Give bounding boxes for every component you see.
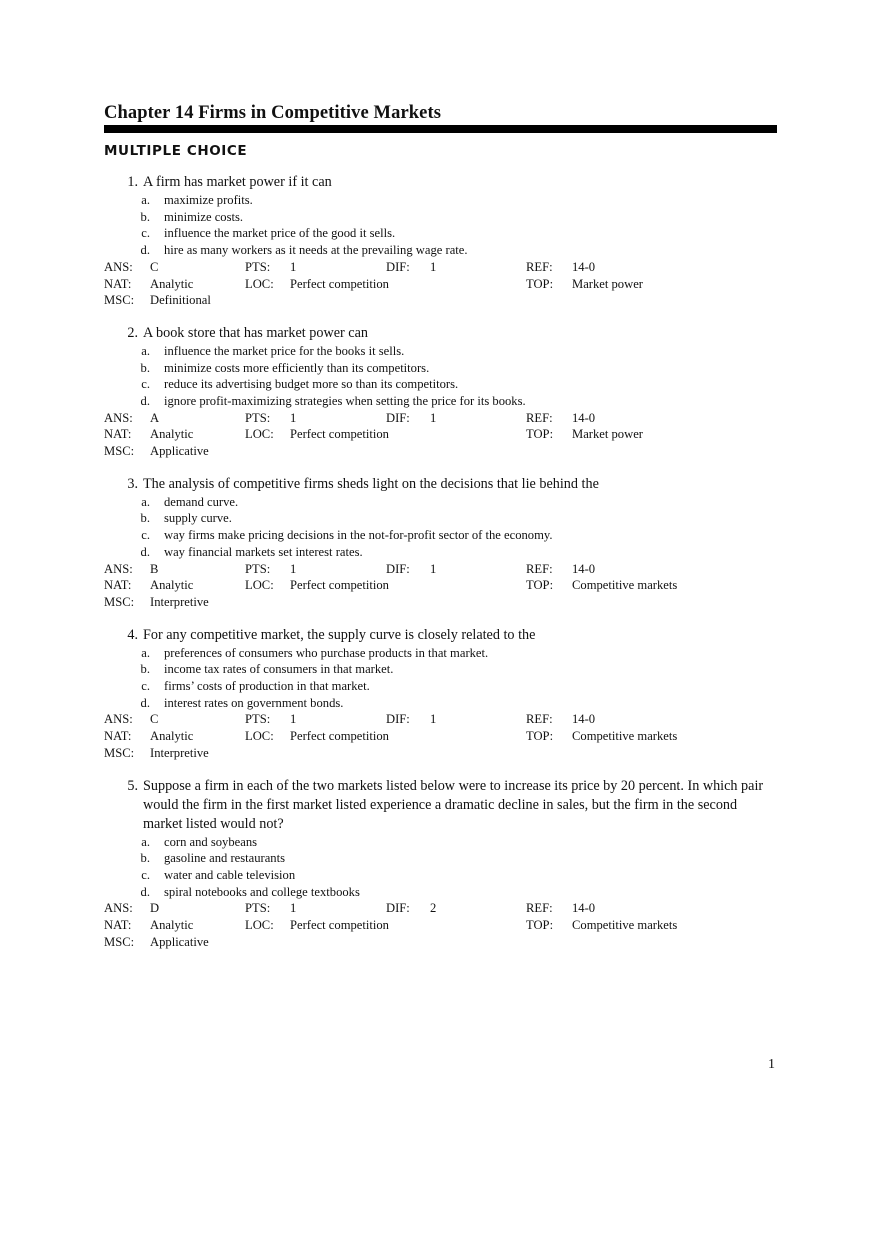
msc-value: Interpretive (150, 594, 209, 609)
option-text: way firms make pricing decisions in the not-for-profit sector of the economy. (164, 528, 553, 543)
msc-meta-row (104, 594, 784, 611)
answer-meta-row (104, 900, 784, 917)
ref-label: REF: (526, 901, 553, 916)
option-b (104, 510, 784, 527)
option-text: interest rates on government bonds. (164, 695, 344, 710)
nat-value: Analytic (150, 427, 194, 442)
top-label: TOP: (526, 918, 554, 932)
question-number: 5. (127, 777, 138, 794)
option-text: minimize costs more efficiently than its competitors. (164, 360, 430, 375)
nat-label: NAT: (104, 729, 132, 744)
title-rule (104, 125, 777, 133)
answer-meta-row (104, 561, 784, 578)
ref-value: 14-0 (572, 712, 596, 727)
option-letter: a. (141, 494, 150, 509)
ans-value: B (150, 561, 159, 576)
option-letter: a. (141, 834, 150, 849)
question-text: Suppose a firm in each of the two markets listed below were to increase its price by 20 percent. In which pair would the firm in the first market listed experience a dramatic decline in sales, but the firm in the second market listed would not? (143, 777, 764, 832)
question-stem (104, 475, 784, 494)
loc-label: LOC: (245, 276, 274, 291)
ref-value: 14-0 (572, 561, 596, 576)
dif-value: 1 (430, 410, 437, 425)
question-1 (104, 173, 784, 309)
option-list (104, 343, 784, 410)
ans-value: D (150, 901, 160, 916)
page-number: 1 (768, 1057, 775, 1072)
ans-label: ANS: (104, 259, 133, 274)
option-list (104, 494, 784, 561)
option-text: gasoline and restaurants (164, 851, 285, 866)
option-text: income tax rates of consumers in that market. (164, 662, 394, 677)
top-value: Market power (572, 276, 643, 291)
msc-value: Interpretive (150, 745, 209, 760)
loc-value: Perfect competition (290, 276, 389, 291)
option-letter: c. (141, 377, 150, 392)
ans-value: A (150, 410, 160, 425)
loc-value: Perfect competition (290, 918, 389, 932)
top-label: TOP: (526, 578, 554, 593)
ans-label: ANS: (104, 901, 133, 916)
msc-label: MSC: (104, 934, 135, 949)
nat-label: NAT: (104, 578, 132, 593)
msc-label: MSC: (104, 444, 135, 459)
nat-value: Analytic (150, 276, 194, 291)
nat-label: NAT: (104, 918, 132, 932)
question-list (104, 173, 784, 965)
loc-label: LOC: (245, 918, 274, 932)
ref-value: 14-0 (572, 410, 596, 425)
option-letter: b. (140, 209, 150, 224)
option-c (104, 376, 784, 393)
ans-label: ANS: (104, 712, 133, 727)
option-a (104, 343, 784, 360)
msc-value: Applicative (150, 444, 209, 459)
option-a (104, 834, 784, 851)
nat-meta-row (104, 577, 784, 594)
section-heading: MULTIPLE CHOICE (104, 143, 248, 159)
option-b (104, 850, 784, 867)
ans-label: ANS: (104, 561, 133, 576)
answer-meta-row (104, 410, 784, 427)
pts-value: 1 (290, 712, 297, 727)
option-letter: a. (141, 645, 150, 660)
option-c (104, 867, 784, 884)
pts-value: 1 (290, 561, 297, 576)
nat-value: Analytic (150, 729, 194, 744)
ref-label: REF: (526, 410, 553, 425)
option-text: influence the market price of the good it sells. (164, 226, 396, 241)
msc-meta-row (104, 934, 784, 951)
question-3 (104, 475, 784, 611)
option-text: water and cable television (164, 867, 296, 882)
question-number: 1. (127, 174, 138, 190)
option-letter: d. (140, 695, 150, 710)
ans-value: C (150, 712, 159, 727)
option-text: corn and soybeans (164, 834, 258, 849)
option-text: way financial markets set interest rates. (164, 544, 363, 559)
dif-value: 1 (430, 259, 437, 274)
ans-value: C (150, 259, 159, 274)
ref-value: 14-0 (572, 901, 596, 916)
loc-value: Perfect competition (290, 427, 389, 442)
question-stem (104, 626, 784, 645)
answer-meta-row (104, 711, 784, 728)
question-stem (104, 173, 784, 192)
pts-label: PTS: (245, 901, 271, 916)
option-text: influence the market price for the books it sells. (164, 343, 405, 358)
loc-label: LOC: (245, 578, 274, 593)
option-text: minimize costs. (164, 209, 244, 224)
option-d (104, 544, 784, 561)
question-text: A book store that has market power can (143, 324, 368, 341)
option-text: reduce its advertising budget more so than its competitors. (164, 377, 459, 392)
dif-value: 1 (430, 712, 437, 727)
top-value: Market power (572, 427, 643, 442)
option-d (104, 393, 784, 410)
loc-label: LOC: (245, 729, 274, 744)
dif-value: 2 (430, 901, 437, 916)
option-letter: b. (140, 662, 150, 677)
option-b (104, 360, 784, 377)
pts-label: PTS: (245, 259, 271, 274)
dif-label: DIF: (386, 712, 410, 727)
option-a (104, 494, 784, 511)
option-letter: b. (140, 511, 150, 526)
ref-label: REF: (526, 259, 553, 274)
option-list (104, 192, 784, 259)
option-text: ignore profit-maximizing strategies when setting the price for its books. (164, 393, 526, 408)
option-letter: c. (141, 226, 150, 241)
question-number: 3. (127, 475, 138, 492)
option-letter: c. (141, 867, 150, 882)
question-text: The analysis of competitive firms sheds light on the decisions that lie behind the (143, 475, 599, 492)
msc-label: MSC: (104, 594, 135, 609)
option-b (104, 661, 784, 678)
loc-value: Perfect competition (290, 729, 389, 744)
pts-label: PTS: (245, 561, 271, 576)
nat-meta-row (104, 276, 784, 293)
question-number: 2. (127, 324, 138, 341)
question-text: A firm has market power if it can (143, 174, 332, 190)
nat-meta-row (104, 917, 784, 934)
ref-value: 14-0 (572, 259, 596, 274)
msc-label: MSC: (104, 293, 135, 308)
answer-meta-row (104, 259, 784, 276)
msc-value: Applicative (150, 934, 209, 949)
top-label: TOP: (526, 427, 554, 442)
dif-label: DIF: (386, 259, 410, 274)
ref-label: REF: (526, 712, 553, 727)
option-letter: d. (140, 243, 150, 258)
nat-meta-row (104, 728, 784, 745)
question-number: 4. (127, 626, 138, 643)
nat-value: Analytic (150, 578, 194, 593)
question-text: For any competitive market, the supply curve is closely related to the (143, 626, 536, 643)
option-d (104, 884, 784, 901)
option-a (104, 192, 784, 209)
option-b (104, 209, 784, 226)
msc-meta-row (104, 443, 784, 460)
top-label: TOP: (526, 276, 554, 291)
top-label: TOP: (526, 729, 554, 744)
top-value: Competitive markets (572, 578, 678, 593)
option-letter: c. (141, 528, 150, 543)
loc-value: Perfect competition (290, 578, 389, 593)
top-value: Competitive markets (572, 918, 678, 932)
question-4 (104, 626, 784, 762)
option-letter: a. (141, 343, 150, 358)
option-letter: d. (140, 393, 150, 408)
option-text: spiral notebooks and college textbooks (164, 884, 360, 899)
option-a (104, 645, 784, 662)
pts-label: PTS: (245, 712, 271, 727)
nat-meta-row (104, 426, 784, 443)
option-letter: b. (140, 851, 150, 866)
option-letter: b. (140, 360, 150, 375)
option-text: firms’ costs of production in that market. (164, 679, 370, 694)
dif-label: DIF: (386, 561, 410, 576)
option-text: maximize profits. (164, 193, 253, 207)
option-letter: d. (140, 544, 150, 559)
question-stem (104, 324, 784, 343)
top-value: Competitive markets (572, 729, 678, 744)
option-c (104, 225, 784, 242)
nat-label: NAT: (104, 427, 132, 442)
msc-value: Definitional (150, 293, 211, 308)
pts-value: 1 (290, 259, 297, 274)
question-5 (104, 777, 784, 951)
option-text: demand curve. (164, 494, 239, 509)
msc-meta-row (104, 292, 784, 309)
option-letter: d. (140, 884, 150, 899)
option-list (104, 834, 784, 901)
chapter-title: Chapter 14 Firms in Competitive Markets (104, 103, 442, 123)
option-d (104, 695, 784, 712)
option-d (104, 242, 784, 259)
msc-meta-row (104, 745, 784, 762)
option-text: supply curve. (164, 511, 232, 526)
ans-label: ANS: (104, 410, 133, 425)
ref-label: REF: (526, 561, 553, 576)
option-c (104, 527, 784, 544)
nat-value: Analytic (150, 918, 194, 932)
loc-label: LOC: (245, 427, 274, 442)
dif-value: 1 (430, 561, 437, 576)
nat-label: NAT: (104, 276, 132, 291)
msc-label: MSC: (104, 745, 135, 760)
pts-value: 1 (290, 410, 297, 425)
dif-label: DIF: (386, 901, 410, 916)
option-text: hire as many workers as it needs at the prevailing wage rate. (164, 243, 468, 258)
question-stem (104, 777, 784, 834)
pts-label: PTS: (245, 410, 271, 425)
option-letter: a. (141, 193, 150, 207)
option-list (104, 645, 784, 712)
question-2 (104, 324, 784, 460)
option-letter: c. (141, 679, 150, 694)
option-text: preferences of consumers who purchase products in that market. (164, 645, 489, 660)
option-c (104, 678, 784, 695)
dif-label: DIF: (386, 410, 410, 425)
pts-value: 1 (290, 901, 297, 916)
